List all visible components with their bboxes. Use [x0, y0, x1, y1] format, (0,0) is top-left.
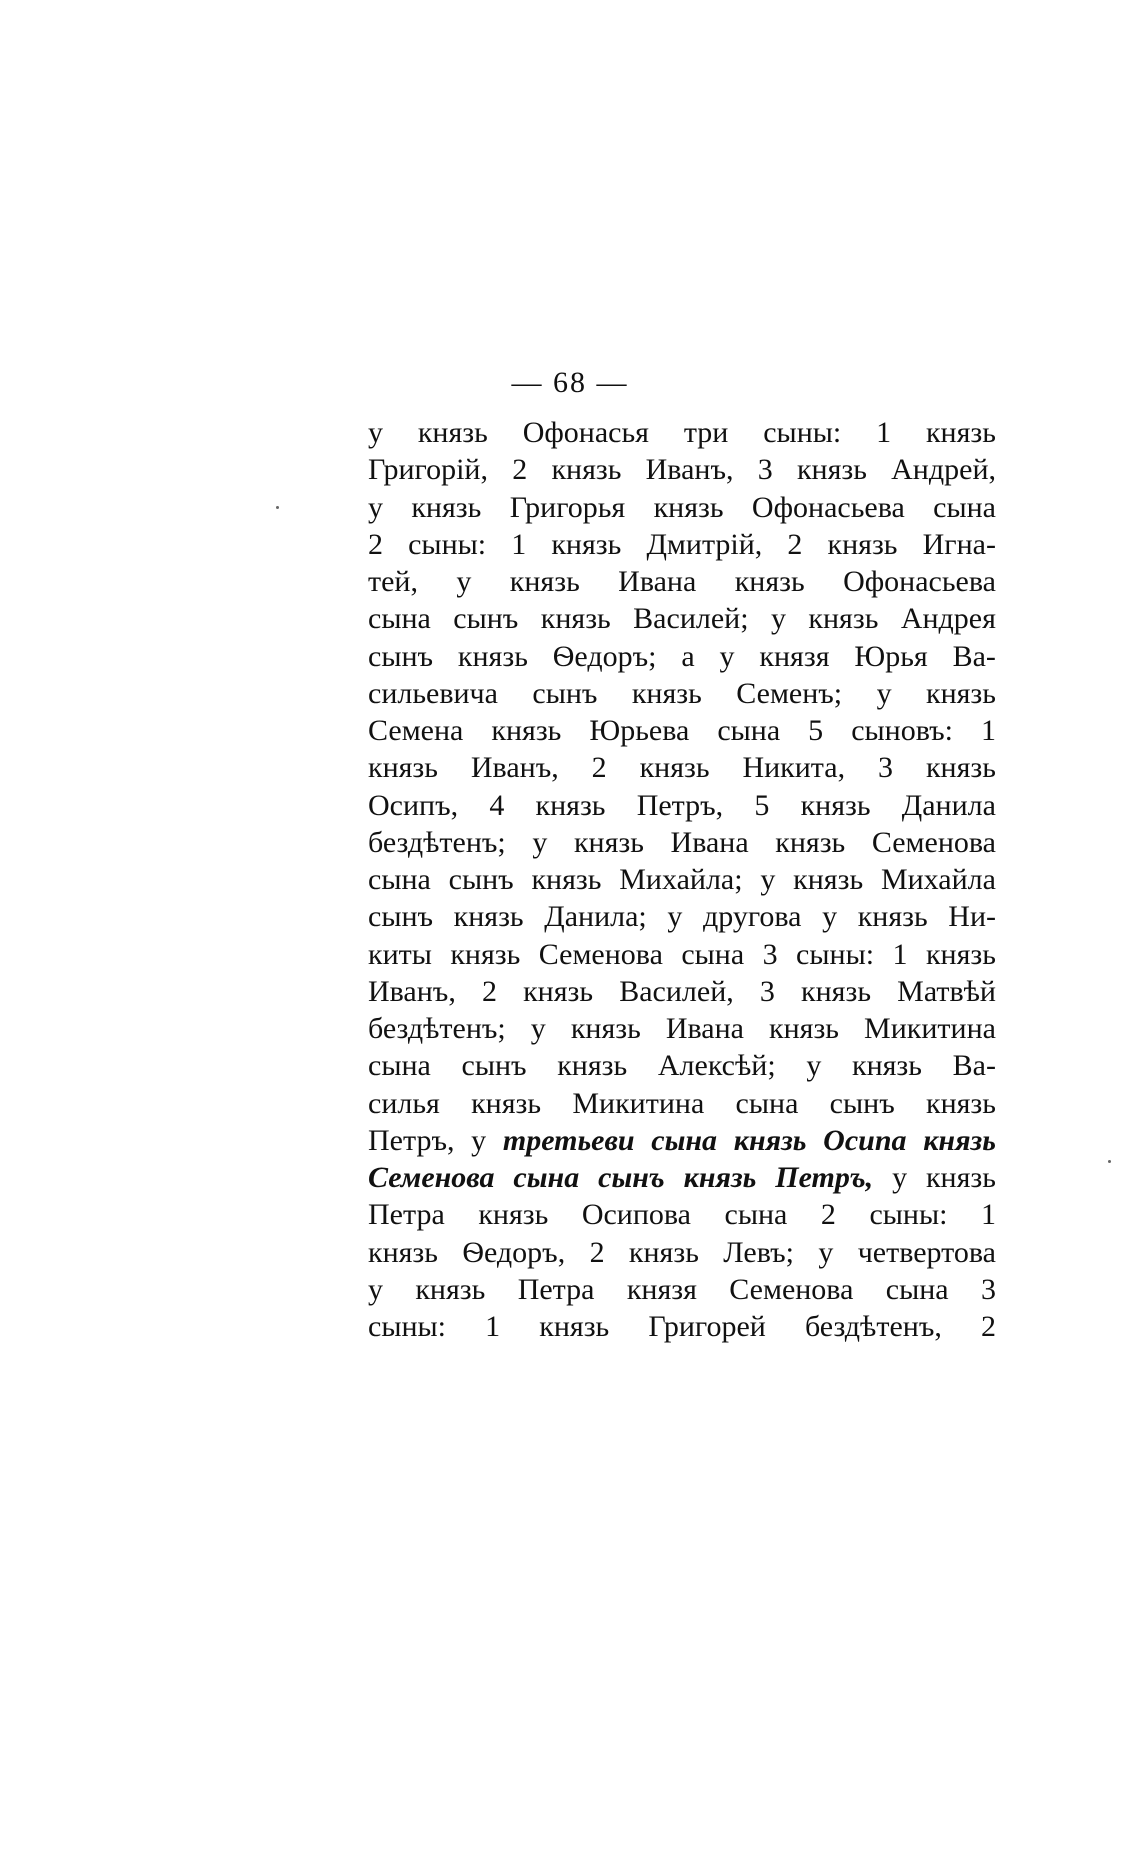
word: 2: [980, 1310, 996, 1343]
word: князь: [653, 490, 724, 524]
word: князь: [925, 1161, 996, 1194]
word: князь: [557, 1049, 628, 1083]
word: Иванъ,: [470, 751, 559, 785]
word: Андрея: [900, 602, 996, 636]
word: князь: [368, 751, 438, 785]
word: князь: [471, 1086, 542, 1120]
italic-word: сынъ: [598, 1161, 665, 1194]
word: 3: [762, 937, 778, 971]
text-line: [368, 1196, 996, 1233]
word: Юрья: [854, 639, 928, 673]
word: у: [368, 416, 383, 449]
text-line: [368, 563, 996, 600]
word: сына: [735, 1086, 799, 1120]
text-line: [368, 787, 996, 824]
word: сынъ: [368, 900, 434, 934]
scan-speck: [276, 506, 279, 509]
word: у: [806, 1049, 822, 1083]
word: Осипъ,: [368, 788, 459, 822]
italic-word: сына: [651, 1123, 718, 1157]
word: 1: [981, 714, 996, 747]
text-line: [368, 1234, 996, 1271]
word: силья: [368, 1086, 440, 1120]
word: князь: [570, 1012, 641, 1045]
word: Данила: [901, 788, 996, 822]
word: три: [683, 416, 729, 449]
text-line: [368, 1122, 996, 1159]
text-line: [368, 1085, 996, 1122]
word: у: [471, 1123, 487, 1157]
word: Микитина: [572, 1086, 705, 1120]
word: Никита,: [742, 751, 846, 785]
word: князь: [793, 863, 864, 896]
word: сына: [717, 714, 781, 747]
text-line: [368, 936, 996, 973]
word: сыны:: [869, 1198, 948, 1232]
word: у: [667, 900, 683, 934]
word: Семенова: [729, 1272, 854, 1306]
word: Ѳедоръ;: [552, 639, 657, 673]
word: Ивана: [665, 1012, 744, 1045]
text-line: [368, 638, 996, 675]
word: 1: [511, 527, 527, 561]
text-line: [368, 1047, 996, 1084]
word: сына: [724, 1198, 788, 1232]
word: Данила;: [544, 900, 647, 934]
word: другова: [702, 900, 802, 934]
word: 3: [759, 974, 775, 1008]
word: князя: [626, 1272, 697, 1306]
word: князь: [925, 937, 996, 971]
word: 4: [489, 788, 505, 822]
word: князь: [827, 527, 898, 561]
word: у: [876, 676, 892, 710]
word: бездѣтенъ,: [804, 1310, 942, 1343]
word: 2: [512, 453, 528, 487]
word: Матвѣй: [897, 974, 996, 1008]
word: князь: [535, 788, 606, 822]
word: князь: [769, 1012, 839, 1045]
word: сынъ: [532, 676, 598, 710]
word: сынъ: [461, 1049, 527, 1083]
word: Офонасьева: [751, 490, 905, 524]
word: Василей;: [633, 602, 749, 636]
word: Игна-: [922, 527, 996, 561]
word: Михайла;: [619, 863, 743, 896]
italic-word: Осипа: [823, 1123, 907, 1157]
word: князь: [926, 1086, 996, 1120]
italic-word: князь: [683, 1161, 757, 1194]
word: князь: [801, 974, 872, 1008]
text-line: [368, 824, 996, 861]
text-line: [368, 675, 996, 712]
word: Левъ;: [723, 1235, 794, 1269]
text-line: [368, 749, 996, 786]
word: князь: [551, 453, 622, 487]
word: князь: [808, 602, 879, 636]
text-line: [368, 1159, 996, 1196]
word: сильевича: [368, 676, 498, 710]
word: Семена: [368, 714, 464, 747]
word: сыны:: [408, 527, 487, 561]
word: Осипова: [581, 1198, 691, 1232]
word: князь: [775, 825, 846, 859]
scan-speck: [1108, 1160, 1111, 1163]
word: Петръ,: [368, 1123, 455, 1157]
word: князь: [800, 788, 871, 822]
word: у: [368, 1272, 383, 1306]
word: князь: [457, 639, 528, 673]
word: сынъ: [453, 602, 519, 636]
page-number: — 68 —: [511, 366, 629, 399]
word: сыны:: [796, 937, 875, 971]
word: князь: [926, 676, 996, 710]
word: князь: [639, 751, 710, 785]
text-line: [368, 600, 996, 637]
word: Микитина: [864, 1012, 996, 1045]
word: 3: [757, 453, 773, 487]
word: Офонасья: [522, 416, 649, 449]
word: князь: [478, 1198, 549, 1232]
word: 2: [368, 527, 383, 561]
text-line: [368, 526, 996, 563]
text-line: [368, 414, 996, 451]
word: Григорья: [509, 490, 626, 524]
word: Петра: [517, 1272, 595, 1306]
text-line: [368, 489, 996, 526]
word: князь: [540, 602, 611, 636]
word: киты: [368, 937, 432, 971]
word: князь: [411, 490, 482, 524]
word: 3: [980, 1272, 996, 1306]
word: у: [719, 639, 735, 673]
word: князь: [523, 974, 594, 1008]
text-line: [368, 451, 996, 488]
word: князя: [759, 639, 830, 673]
word: у: [822, 900, 838, 934]
word: сына: [368, 863, 431, 896]
word: а: [681, 639, 695, 673]
word: сыны:: [368, 1310, 447, 1343]
italic-word: князь: [923, 1123, 996, 1157]
word: тей,: [368, 565, 418, 598]
word: Ва-: [952, 1049, 996, 1083]
word: Петра: [368, 1198, 445, 1232]
word: князь: [852, 1049, 922, 1083]
word: 5: [754, 788, 770, 822]
word: Михайла: [880, 863, 996, 896]
word: сына: [885, 1272, 949, 1306]
word: Ни-: [948, 900, 996, 934]
word: у: [770, 602, 786, 636]
word: 3: [878, 751, 894, 785]
word: Семенъ;: [736, 676, 843, 710]
word: сына: [681, 937, 745, 971]
word: 2: [787, 527, 803, 561]
word: князь: [925, 751, 996, 785]
word: сына: [933, 490, 996, 524]
word: Семенова: [538, 937, 663, 971]
word: Офонасьева: [843, 565, 996, 598]
word: Алексѣй;: [657, 1049, 776, 1083]
word: Василей,: [619, 974, 734, 1008]
word: Григорій,: [368, 453, 488, 487]
word: князь: [531, 863, 602, 896]
word: у: [532, 825, 548, 859]
word: Дмитрій,: [646, 527, 763, 561]
word: Андрей,: [891, 453, 996, 487]
word: у: [818, 1235, 834, 1269]
word: князь: [628, 1235, 699, 1269]
word: сына: [368, 602, 431, 636]
word: у: [530, 1012, 546, 1045]
italic-word: сына: [513, 1161, 580, 1194]
word: князь: [734, 565, 805, 598]
text-line: [368, 861, 996, 898]
word: Петръ,: [636, 788, 724, 822]
word: Семенова: [871, 825, 996, 859]
word: бездѣтенъ;: [368, 825, 506, 859]
word: Ивана: [618, 565, 697, 598]
word: четвертова: [857, 1235, 996, 1269]
text-line: [368, 898, 996, 935]
word: сынъ: [368, 639, 434, 673]
word: Юрьева: [589, 714, 690, 747]
word: Ва-: [952, 639, 996, 673]
word: 2: [589, 1235, 605, 1269]
word: сына: [368, 1049, 431, 1083]
word: князь: [415, 1272, 486, 1306]
word: сынъ: [829, 1086, 895, 1120]
word: князь: [551, 527, 622, 561]
word: князь: [925, 416, 996, 449]
word: у: [368, 490, 383, 524]
word: князь: [368, 1235, 438, 1269]
word: князь: [453, 900, 524, 934]
italic-word: Петръ,: [775, 1161, 874, 1194]
word: князь: [573, 825, 644, 859]
body-text: [368, 414, 996, 1345]
word: 2: [820, 1198, 836, 1232]
word: бездѣтенъ;: [368, 1012, 506, 1045]
word: князь: [417, 416, 488, 449]
word: 5: [808, 714, 824, 747]
text-line: [368, 1010, 996, 1047]
word: 1: [892, 937, 908, 971]
word: 1: [876, 416, 892, 449]
italic-word: князь: [733, 1123, 807, 1157]
word: Иванъ,: [368, 974, 456, 1008]
word: у: [760, 863, 776, 896]
word: 2: [591, 751, 607, 785]
word: сыны:: [763, 416, 842, 449]
word: 1: [981, 1198, 996, 1232]
word: Иванъ,: [645, 453, 734, 487]
word: 2: [481, 974, 497, 1008]
italic-word: Семенова: [368, 1161, 495, 1194]
word: Ѳедоръ,: [462, 1235, 566, 1269]
word: сынъ: [448, 863, 514, 896]
text-line: [368, 973, 996, 1010]
italic-word: третьеви: [502, 1123, 635, 1157]
word: князь: [796, 453, 867, 487]
word: сыновъ:: [851, 714, 953, 747]
word: князь: [509, 565, 580, 598]
word: князь: [857, 900, 928, 934]
text-line: [368, 712, 996, 749]
word: князь: [450, 937, 521, 971]
word: Ивана: [670, 825, 749, 859]
word: у: [892, 1161, 908, 1194]
word: князь: [491, 714, 562, 747]
word: Григорей: [648, 1310, 766, 1343]
text-line: [368, 1308, 996, 1345]
word: у: [456, 565, 472, 598]
word: князь: [539, 1310, 610, 1343]
word: князь: [631, 676, 702, 710]
text-line: [368, 1271, 996, 1308]
word: 1: [485, 1310, 501, 1343]
